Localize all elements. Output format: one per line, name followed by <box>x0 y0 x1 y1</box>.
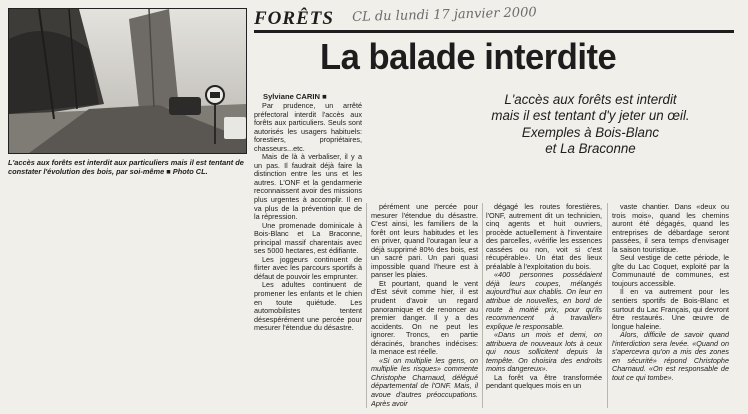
article-paragraph: Il en va autrement pour les sentiers sportifs de Bois-Blanc et surtout du Lac Français, qui devront être restaurés. Une œuvre de longue haleine. <box>612 287 729 331</box>
rubric-rule <box>254 30 734 33</box>
forest-road-photo <box>9 9 246 153</box>
article-paragraph: «400 personnes possédaient déjà leurs coupes, mélangés aujourd'hui aux chablis. On leur en attribue de nouvelles, en bord de route à moitié prix, pour qu'ils recommencent à travailler» explique le responsable. <box>486 270 602 331</box>
photo-caption <box>8 158 248 177</box>
column-divider <box>607 203 608 408</box>
article-paragraph: pérément une percée pour mesurer l'étendue du désastre. C'est ainsi, les familiers de la forêt ont leurs habitudes et les en priver, quand l'ouragan leur a déjà supprimé 80% des bois, est un sacré pari. Un pari quasi impossible quand l'heure est à panser les plaies. <box>371 203 478 280</box>
article-paragraph: Seul vestige de cette période, le gîte du Lac Coquet, exploité par la Communauté de communes, est toujours accessible. <box>612 253 729 288</box>
photo-credit: Photo CL. <box>172 167 208 177</box>
caption-mark: ■ <box>166 167 171 177</box>
article-column-1 <box>254 102 362 410</box>
article-column-2 <box>371 203 478 410</box>
article-lead <box>457 92 725 158</box>
handwritten-date-note: CL du lundi 17 janvier 2000 <box>352 5 537 25</box>
author-name: Sylviane CARIN <box>263 92 320 101</box>
caption-text: L'accès aux forêts est interdit aux particuliers mais il est tentant de constater l'évolution des bois, par soi-même <box>8 158 244 177</box>
article-paragraph: «Dans un mois et demi, on attribuera de nouveaux lots à ceux qui nous sollicitent depuis la tempête. On choisira des endroits moins dangereux». <box>486 330 602 374</box>
article-paragraph: Alors, difficile de savoir quand l'interdiction sera levée. «Quand on s'apercevra qu'on a mis des zones en sécurité» répond Christophe Charnaud. «On est responsable de tout ce qui tombe». <box>612 330 729 382</box>
article-column-3 <box>486 203 602 410</box>
lead-line: L'accès aux forêts est interdit <box>504 92 677 108</box>
article-photo <box>8 8 247 154</box>
lead-line: mais il est tentant d'y jeter un œil. <box>491 108 690 125</box>
article-paragraph: Par prudence, un arrêté préfectoral interdit l'accès aux forêts aux particuliers. Seuls sont autorisés les usagers habituels: forestiers, propriétaires, chasseurs...etc. <box>254 102 362 153</box>
article-paragraph: Et pourtant, quand le vent d'Est sévit comme hier, il est prudent d'avoir un regard panoramique et de renoncer au premier danger. Il y a des accidents. On ne peut les ignorer. Troncs, en partie déracinés, branches indécises: la menace est réelle. <box>371 278 478 357</box>
column-divider <box>482 203 483 408</box>
article-paragraph: Mais de là à verbaliser, il y a un pas. Il faudrait déjà faire la distinction entre les uns et les autres. L'ONF et la gendarmerie reconnaissent avoir des missions plus urgentes à accomplir. Il en va plus de la prévention que de la répression. <box>254 152 362 222</box>
article-paragraph: vaste chantier. Dans «deux ou trois mois», quand les chemins auront été dégagés, quand les entreprises de débardage seront passées, il sera temps d'envisager la saison touristique. <box>612 203 729 254</box>
article-paragraph: «Si on multiplie les gens, on multiplie les risques» commente Christophe Charnaud, délégué départemental de l'ONF. Mais, il avoue d'autres préoccupations. Après avoir <box>371 355 478 408</box>
lead-line: et La Braconne <box>545 141 636 158</box>
byline-mark: ■ <box>322 92 327 101</box>
article-paragraph: dégagé les routes forestières, l'ONF, autrement dit un technicien, cinq agents et huit ouvriers, procède actuellement à l'inventaire des parcelles, «vérifie les essences cassées ou non, voit si c'est récupérable». Un état des lieux préalable à l'exploitation du bois. <box>486 203 602 271</box>
article-paragraph: Une promenade dominicale à Bois-Blanc et La Braconne, principal massif charentais avec ses 5000 hectares, est édifiante. <box>254 220 362 256</box>
section-rubric: FORÊTS <box>254 8 334 29</box>
article-paragraph: Les joggeurs continuent de flirter avec les parcours sportifs à défaut de pouvoir les emprunter. <box>254 254 362 281</box>
column-divider <box>366 203 367 408</box>
article-paragraph: La forêt va être transformée pendant quelques mois en un <box>486 372 602 391</box>
lead-line: Exemples à Bois-Blanc <box>521 124 660 141</box>
article-headline: La balade interdite <box>320 36 617 77</box>
article-column-4 <box>612 203 729 410</box>
byline <box>263 92 327 101</box>
article-paragraph: Les adultes continuent de promener les enfants et le chien en toute quiétude. Les automobilistes tentent désespérément une percée pour mesurer l'étendue du désastre. <box>254 280 362 333</box>
